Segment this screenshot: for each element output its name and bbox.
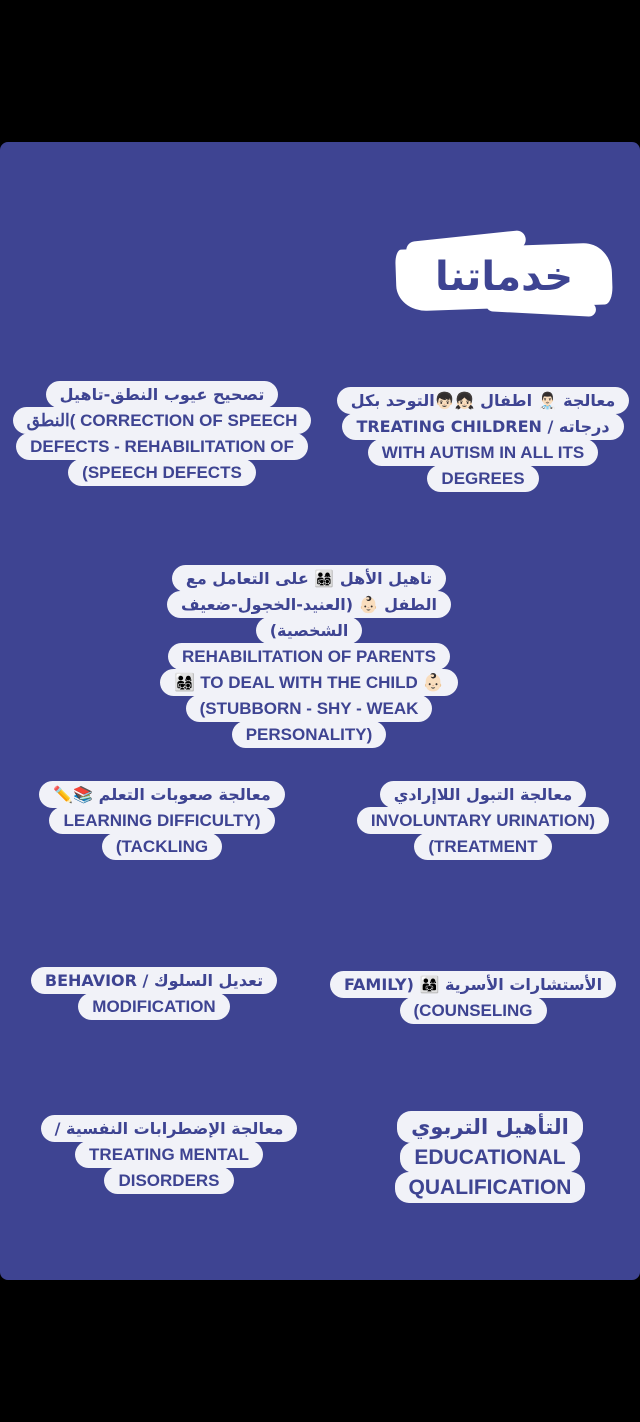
service-line: DEGREES: [427, 465, 538, 492]
service-line: (TACKLING: [102, 833, 222, 860]
service-line: (STUBBORN - SHY - WEAK: [186, 695, 433, 722]
service-line: (TREATMENT: [414, 833, 551, 860]
service-urination-treatment: [326, 782, 640, 860]
service-line: QUALIFICATION: [395, 1172, 586, 1203]
service-parents-rehabilitation: [160, 566, 458, 748]
service-line: INVOLUNTARY URINATION): [357, 807, 609, 834]
service-line: (SPEECH DEFECTS: [68, 459, 256, 486]
service-line: الشخصية): [256, 617, 363, 644]
service-line: DEFECTS - REHABILITATION OF: [16, 433, 308, 460]
service-line: DISORDERS: [104, 1167, 233, 1194]
service-line: معالجة صعوبات التعلم 📚✏️: [39, 781, 285, 808]
services-card: [0, 142, 640, 1280]
service-line: التأهيل التربوي: [397, 1111, 583, 1143]
service-line: معالجة 👨🏻‍⚕️ اطفال 👧🏻👦🏻التوحد بكل: [337, 387, 630, 414]
service-learning-difficulty: [10, 782, 314, 860]
service-family-counseling: [310, 972, 636, 1024]
service-line: MODIFICATION: [78, 993, 229, 1020]
service-line: الأستشارات الأسرية 👨‍👩‍👧 (FAMILY: [330, 971, 616, 998]
service-line: معالجة الإضطرابات النفسية /: [41, 1115, 298, 1142]
service-line: WITH AUTISM IN ALL ITS: [368, 439, 598, 466]
service-behavior-modification: [4, 968, 304, 1020]
service-speech-correction: [4, 382, 320, 486]
service-line: درجاته / TREATING CHILDREN: [342, 413, 623, 440]
service-line: REHABILITATION OF PARENTS: [168, 643, 450, 670]
service-line: PERSONALITY): [232, 721, 387, 748]
service-line: 👨‍👩‍👧‍👦 TO DEAL WITH THE CHILD 👶🏻: [160, 669, 457, 696]
service-line: TREATING MENTAL: [75, 1141, 263, 1168]
service-autism-treatment: [326, 388, 640, 492]
service-line: تاهيل الأهل 👨‍👩‍👧‍👦 على التعامل مع: [172, 565, 446, 592]
service-line: الطفل 👶🏻 (العنيد-الخجول-ضعيف: [167, 591, 451, 618]
service-line: تصحيح عيوب النطق-تاهيل: [46, 381, 279, 408]
service-line: LEARNING DIFFICULTY): [49, 807, 274, 834]
service-line: معالجة التبول اللاإرادي: [380, 781, 587, 808]
service-line: (COUNSELING: [400, 997, 547, 1024]
service-line: EDUCATIONAL: [400, 1142, 579, 1173]
page-title: خدماتنا: [434, 254, 574, 300]
title-brush-banner: [396, 238, 612, 316]
service-educational-qualification: [372, 1112, 608, 1203]
service-line: النطق( CORRECTION OF SPEECH: [13, 407, 312, 434]
service-line: تعديل السلوك / BEHAVIOR: [31, 967, 277, 994]
service-mental-disorders: [20, 1116, 318, 1194]
